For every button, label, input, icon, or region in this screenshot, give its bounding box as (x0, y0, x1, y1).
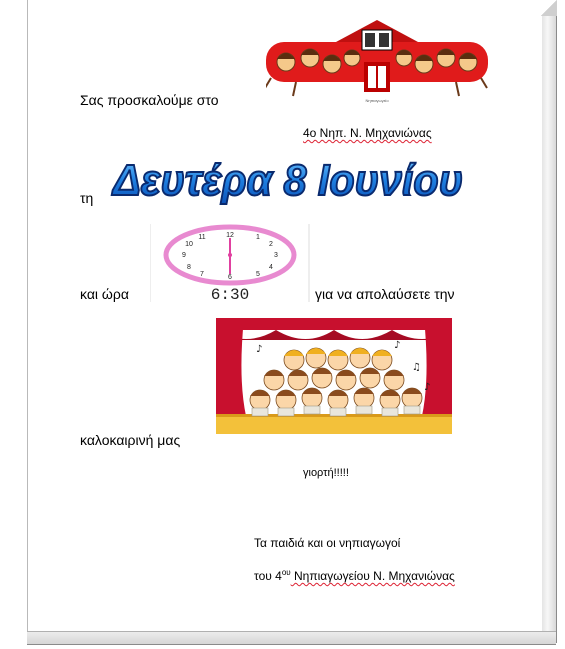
clock-digital-time: 6:30 (210, 286, 250, 302)
svg-text:10: 10 (185, 241, 193, 248)
svg-text:3: 3 (274, 252, 278, 259)
svg-text:2: 2 (269, 241, 273, 248)
clock-image (150, 224, 310, 302)
svg-text:♪: ♪ (394, 340, 401, 351)
signature-school: Νηπιαγωγείου Ν. Μηχανιώνας (290, 569, 455, 583)
svg-text:♪: ♪ (256, 344, 263, 355)
svg-text:8: 8 (187, 264, 191, 271)
svg-text:11: 11 (198, 234, 206, 241)
date-wordart-text: Δευτέρα 8 Ιουνίου (111, 156, 464, 205)
svg-text:5: 5 (256, 271, 260, 278)
svg-text:1: 1 (256, 234, 260, 241)
invite-line-enjoy: για να απολαύσετε την (315, 286, 455, 302)
invite-line-1: Σας προσκαλούμε στο (80, 92, 219, 108)
school-name: 4ο Νηπ. Ν. Μηχανιώνας (303, 126, 432, 140)
page-corner (541, 0, 557, 16)
page-edge-bottom (27, 631, 556, 645)
invite-line-summer: καλοκαιρινή μας (80, 432, 181, 448)
invite-line-party: γιορτή!!!!! (303, 467, 349, 479)
signature-line-1: Τα παιδιά και οι νηπιαγωγοί (254, 536, 401, 550)
signature-prefix: του 4 (254, 569, 282, 583)
article-te: τη (80, 190, 94, 206)
svg-text:Νηπιαγωγείο: Νηπιαγωγείο (365, 98, 389, 103)
svg-text:7: 7 (200, 271, 204, 278)
date-wordart (108, 150, 468, 208)
time-prefix: και ώρα (80, 286, 129, 302)
page-edge-right (542, 0, 557, 643)
children-choir-stage-image (216, 318, 452, 434)
svg-text:4: 4 (269, 264, 273, 271)
svg-text:12: 12 (226, 232, 234, 239)
school-logo-image (266, 18, 488, 104)
svg-text:♪: ♪ (424, 382, 431, 393)
signature-sup: ου (281, 568, 291, 577)
svg-text:♫: ♫ (412, 362, 421, 373)
svg-text:9: 9 (182, 252, 186, 259)
clock-six: 6 (228, 274, 232, 281)
signature-line-2 (254, 568, 455, 583)
